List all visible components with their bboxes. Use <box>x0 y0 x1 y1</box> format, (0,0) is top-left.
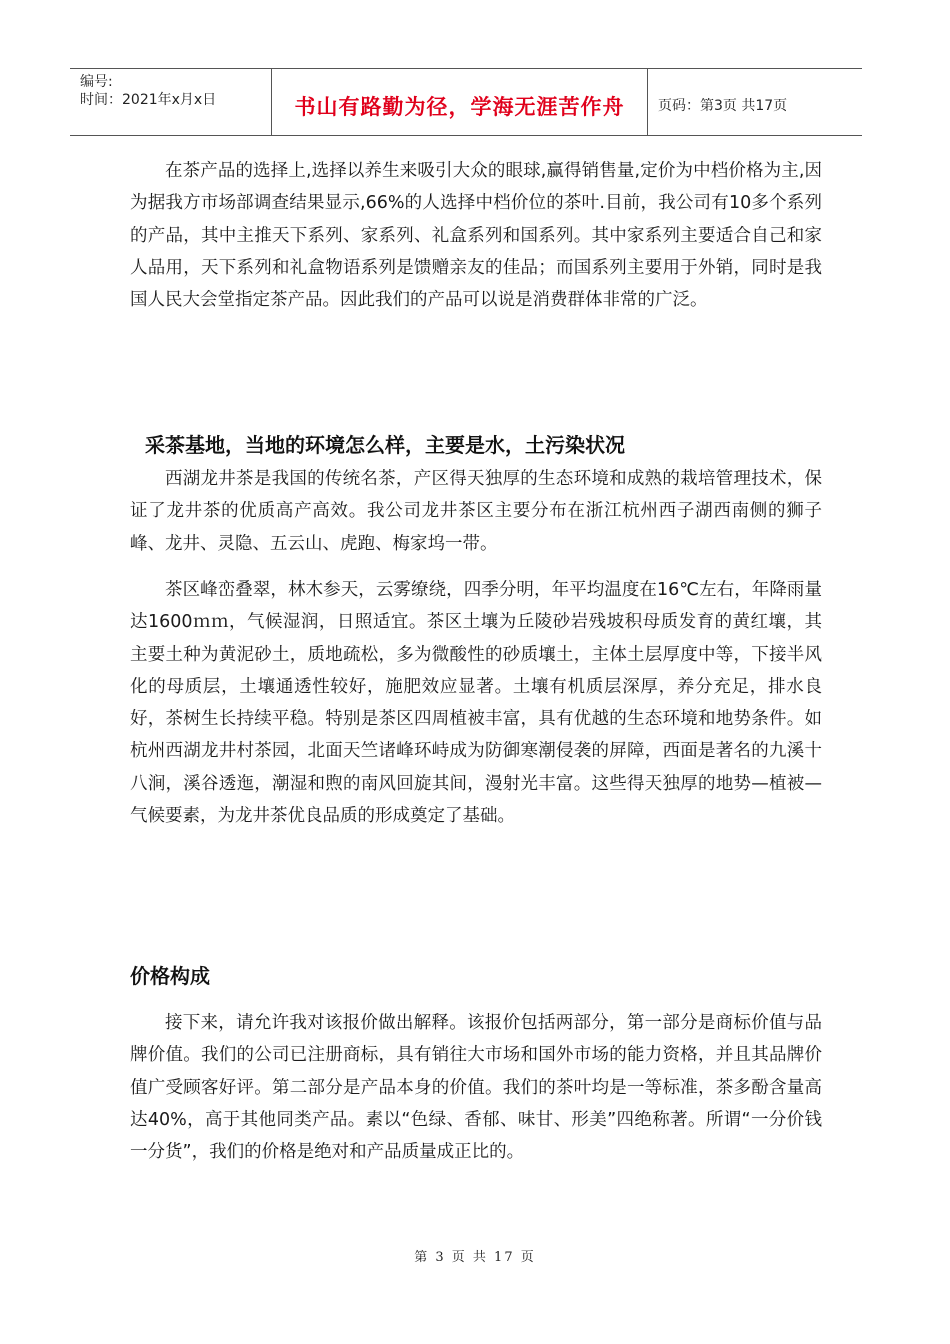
page-header <box>70 68 862 136</box>
page-footer-number: 第 3 页 共 17 页 <box>414 1250 536 1265</box>
header-page-cell <box>648 69 862 135</box>
document-date-label: 时间：2021年x月x日 <box>80 92 217 108</box>
header-motto: 书山有路勤为径，学海无涯苦作舟 <box>294 95 625 119</box>
section-heading-price: 价格构成 <box>130 964 210 988</box>
header-page-number: 页码：第3页 共17页 <box>658 98 788 114</box>
section-heading-tea-base: 采茶基地，当地的环境怎么样，主要是水，土污染状况 <box>145 433 625 457</box>
paragraph-tea-region-environment: 茶区峰峦叠翠，林木参天，云雾缭绕，四季分明，年平均温度在16℃左右，年降雨量达1600ｍｍ，气候湿润，日照适宜。茶区土壤为丘陵砂岩残坡积母质发育的黄红壤，其主要土种为黄泥砂土，质地疏松，多为微酸性的砂质壤土，主体土层厚度中等，下接半风化的母质层，土壤通透性较好，施肥效应显著。土壤有机质层深厚，养分充足，排水良好，茶树生长持续平稳。特别是茶区四周植被丰富，具有优越的生态环境和地势条件。如杭州西湖龙井村茶园，北面天竺诸峰环峙成为防御寒潮侵袭的屏障，西面是著名的九溪十八涧，溪谷透迤，潮湿和煦的南风回旋其间，漫射光丰富。这些得天独厚的地势—植被—气候要素，为龙井茶优良品质的形成奠定了基础。 <box>130 580 822 827</box>
header-motto-cell <box>272 69 648 135</box>
header-meta-cell <box>70 69 272 135</box>
paragraph-price-explanation: 接下来，请允许我对该报价做出解释。该报价包括两部分，第一部分是商标价值与品牌价值。我们的公司已注册商标，具有销往大市场和国外市场的能力资格，并且其品牌价值广受顾客好评。第二部分是产品本身的价值。我们的茶叶均是一等标准，茶多酚含量高达40%，高于其他同类产品。素以“色绿、香郁、味甘、形美”四绝称著。所谓“一分价钱一分货”，我们的价格是绝对和产品质量成正比的。 <box>130 1013 822 1163</box>
paragraph-longjing-origin: 西湖龙井茶是我国的传统名茶，产区得天独厚的生态环境和成熟的栽培管理技术，保证了龙井茶的优质高产高效。我公司龙井茶区主要分布在浙江杭州西子湖西南侧的狮子峰、龙井、灵隐、五云山、虎跑、梅家坞一带。 <box>130 469 822 554</box>
paragraph-product-selection: 在茶产品的选择上,选择以养生来吸引大众的眼球,赢得销售量,定价为中档价格为主,因为据我方市场部调查结果显示,66%的人选择中档价位的茶叶.目前，我公司有10多个系列的产品，其中主推天下系列、家系列、礼盒系列和国系列。其中家系列主要适合自己和家人品用，天下系列和礼盒物语系列是馈赠亲友的佳品；而国系列主要用于外销，同时是我国人民大会堂指定茶产品。因此我们的产品可以说是消费群体非常的广泛。 <box>130 161 822 311</box>
document-number-label: 编号: <box>80 74 113 90</box>
